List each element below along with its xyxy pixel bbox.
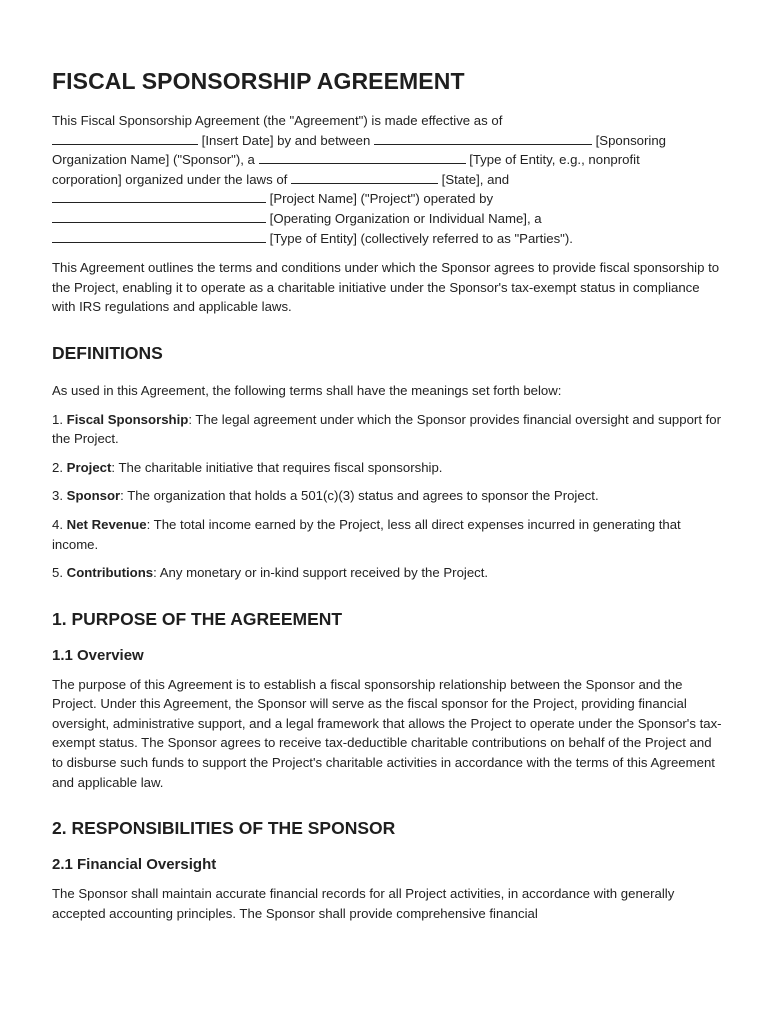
definition-text: : The total income earned by the Project, less all direct expenses incurred in generating that income. [52,516,681,552]
date-blank [52,131,198,145]
definition-number: 1. [52,411,67,427]
preamble-line-7-end: [Type of Entity] (collectively referred to as "Parties"). [266,230,573,246]
definitions-lead: As used in this Agreement, the following terms shall have the meanings set forth below: [52,382,562,398]
definition-item [52,486,722,506]
definition-item [52,563,722,583]
section-1-1-body: The purpose of this Agreement is to establish a fiscal sponsorship relationship between the Sponsor and the Project. Under this Agreement, the Sponsor will serve as the fiscal sponsor for the Project, providing financial oversight, administrative support, and a legal framework that allows the Project to operate under the Sponsor's tax-exempt status. The Sponsor agrees to receive tax-deductible charitable contributions on behalf of the Project and to disburse such funds to support the Project's charitable activities in accordance with the terms of this Agreement and applicable law. [52,676,722,790]
preamble-line-4-start: corporation] organized under the laws of [52,171,291,187]
definition-term: Net Revenue [66,516,147,532]
definition-number: 3. [52,488,67,504]
section-1-1-heading: 1.1 Overview [52,646,144,664]
definition-number: 5. [52,565,67,581]
definitions-heading: DEFINITIONS [52,342,163,363]
document-page [52,68,722,932]
definition-text: : Any monetary or in-kind support received by the Project. [153,565,489,581]
intro-paragraph: This Agreement outlines the terms and conditions under which the Sponsor agrees to provide fiscal sponsorship to the Project, enabling it to operate as a charitable initiative under the Sponsor's tax-exempt status in compliance with IRS regulations and applicable laws. [52,260,720,315]
definition-item [52,515,722,554]
definition-text: : The organization that holds a 501(c)(3) status and agrees to sponsor the Project. [120,488,599,504]
definition-term: Contributions [66,565,154,581]
operator-entity-blank [52,229,266,243]
definition-text: : The charitable initiative that requires fiscal sponsorship. [111,459,443,475]
preamble-line-3-start: Organization Name] ("Sponsor"), a [52,152,259,168]
sponsor-name-blank [374,131,592,145]
project-name-blank [52,189,266,203]
preamble-line-4-end: [State], and [438,171,510,187]
section-2-1-heading: 2.1 Financial Oversight [52,856,217,874]
definition-item [52,410,722,449]
section-2-1-body: The Sponsor shall maintain accurate financial records for all Project activities, in accordance with generally accepted accounting principles. The Sponsor shall provide comprehensive financial [52,886,675,921]
definition-term: Fiscal Sponsorship [66,411,189,427]
state-blank [291,170,438,184]
definition-number: 2. [52,459,67,475]
definition-item [52,458,722,478]
definition-term: Project [66,459,112,475]
entity-type-blank [259,150,466,164]
section-1-heading: 1. PURPOSE OF THE AGREEMENT [52,608,343,629]
preamble-line-3-end: [Type of Entity, e.g., nonprofit [465,152,640,168]
operator-name-blank [52,209,266,223]
definition-text: : The legal agreement under which the Sponsor provides financial oversight and support for the Project. [52,411,722,447]
definition-number: 4. [52,516,67,532]
preamble-line-6-end: [Operating Organization or Individual Name], a [266,210,542,226]
definition-term: Sponsor [66,488,121,504]
preamble-line-5-end: [Project Name] ("Project") operated by [266,191,494,207]
preamble-line-1: This Fiscal Sponsorship Agreement (the "Agreement") is made effective as of [52,113,503,128]
preamble-line-2-end: [Sponsoring [591,132,666,148]
preamble-line-2-mid: [Insert Date] by and between [198,132,374,148]
document-title: FISCAL SPONSORSHIP AGREEMENT [52,68,465,94]
preamble-paragraph [52,111,722,248]
section-2-heading: 2. RESPONSIBILITIES OF THE SPONSOR [52,818,396,839]
